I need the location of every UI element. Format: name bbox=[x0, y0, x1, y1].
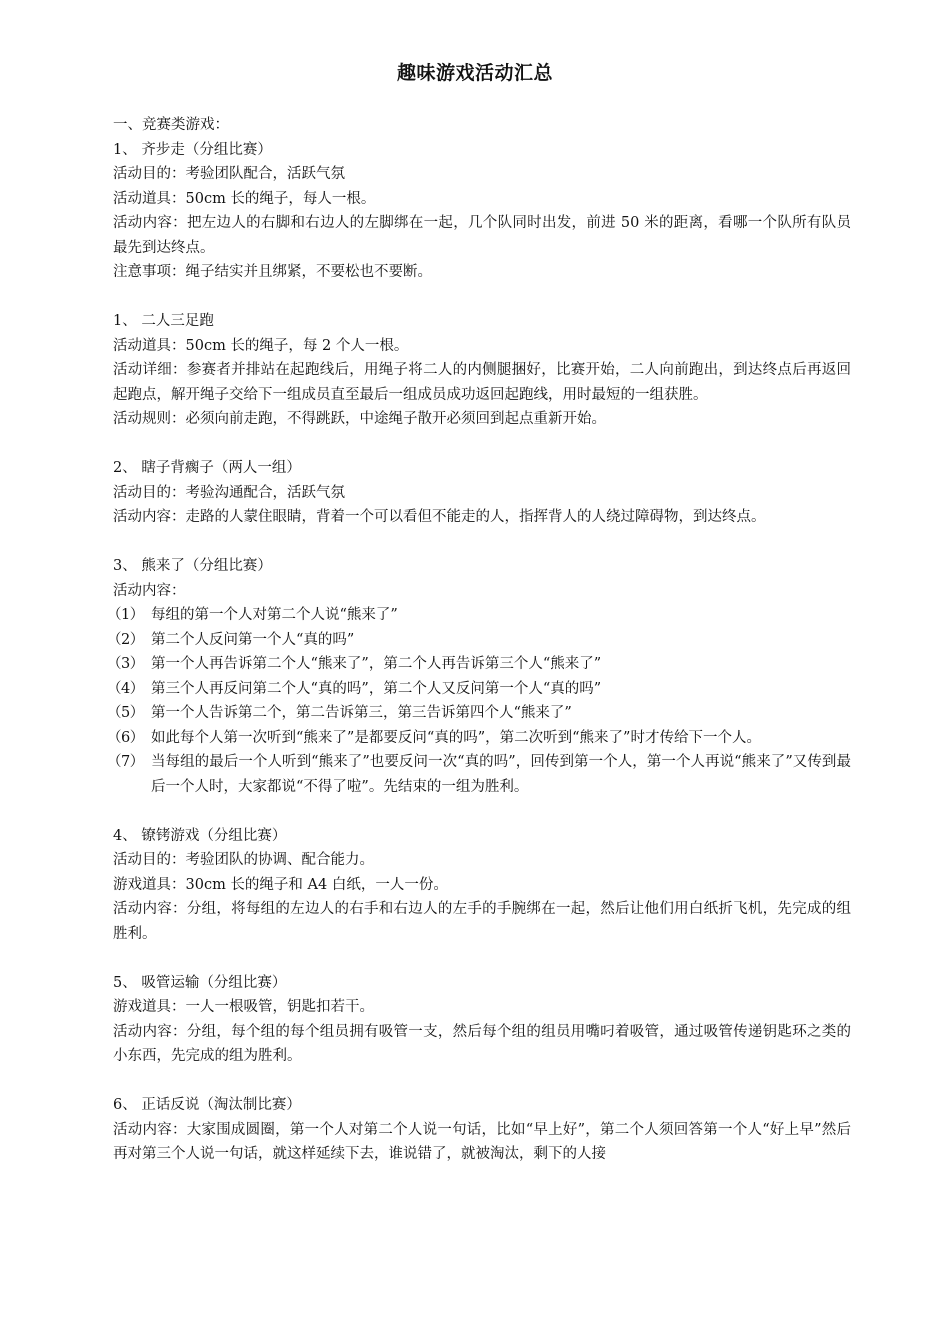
step-item bbox=[107, 726, 851, 751]
step-number: （5） bbox=[107, 705, 144, 721]
game-purpose: 活动目的：考验沟通配合，活跃气氛 bbox=[113, 484, 345, 501]
section-heading: 一、竞赛类游戏： bbox=[113, 117, 229, 133]
game-purpose: 活动目的：考验团队配合，活跃气氛 bbox=[113, 166, 345, 182]
game-rules: 活动规则：必须向前走跑，不得跳跃，中途绳子散开必须回到起点重新开始。 bbox=[113, 411, 606, 427]
game-7 bbox=[113, 1093, 851, 1167]
game-props: 活动道具：50cm 长的绳子，每人一根。 bbox=[113, 190, 376, 207]
document-body bbox=[107, 113, 851, 1167]
step-number: （1） bbox=[107, 607, 144, 623]
game-content: 活动内容：走路的人蒙住眼睛，背着一个可以看但不能走的人，指挥背人的人绕过障碍物，到达终点。 bbox=[113, 509, 766, 525]
document-title: 趣味游戏活动汇总 bbox=[396, 62, 553, 84]
game-1 bbox=[113, 138, 851, 285]
step-text: 第二个人反问第一个人“真的吗” bbox=[151, 631, 355, 648]
game-props: 游戏道具：一人一根吸管，钥匙扣若干。 bbox=[113, 999, 374, 1015]
game-heading: 1、 二人三足跑 bbox=[113, 313, 214, 329]
step-text: 第一个人告诉第二个，第二告诉第三，第三告诉第四个人“熊来了” bbox=[151, 705, 572, 721]
step-number: （6） bbox=[107, 729, 144, 746]
step-item bbox=[107, 750, 851, 799]
step-item bbox=[107, 701, 851, 726]
game-notes: 注意事项：绳子结实并且绑紧，不要松也不要断。 bbox=[113, 264, 432, 280]
step-item bbox=[107, 652, 851, 677]
spacer bbox=[113, 1069, 851, 1094]
game-content: 活动内容：把左边人的右脚和右边人的左脚绑在一起，几个队同时出发，前进 50 米的距离，看哪一个队所有队员最先到达终点。 bbox=[113, 215, 851, 256]
step-number: （7） bbox=[107, 754, 144, 770]
game-2 bbox=[113, 309, 851, 432]
game-3 bbox=[113, 456, 851, 530]
spacer bbox=[113, 946, 851, 971]
game-props: 游戏道具：30cm 长的绳子和 A4 白纸，一人一份。 bbox=[113, 876, 448, 893]
step-number: （2） bbox=[107, 631, 144, 648]
step-item bbox=[107, 628, 851, 653]
step-item bbox=[107, 677, 851, 702]
spacer bbox=[113, 530, 851, 555]
spacer bbox=[113, 799, 851, 824]
game-heading: 3、 熊来了（分组比赛） bbox=[113, 558, 272, 574]
step-item bbox=[107, 603, 851, 628]
game-heading: 2、 瞎子背瘸子（两人一组） bbox=[113, 460, 301, 476]
step-text: 每组的第一个人对第二个人说“熊来了” bbox=[151, 607, 398, 623]
game-purpose: 活动目的：考验团队的协调、配合能力。 bbox=[113, 852, 374, 868]
game-6 bbox=[113, 971, 851, 1069]
step-text: 如此每个人第一次听到“熊来了”是都要反问“真的吗”，第二次听到“熊来了”时才传给下一个人。 bbox=[151, 729, 761, 746]
game-5 bbox=[113, 824, 851, 947]
game-heading: 5、 吸管运输（分组比赛） bbox=[113, 974, 287, 991]
game-content: 活动内容：大家围成圆圈，第一个人对第二个人说一句话，比如“早上好”，第二个人须回答第一个人“好上早”然后再对第三个人说一句话，就这样延续下去，谁说错了，就被淘汰，剩下的人接 bbox=[113, 1121, 851, 1162]
step-text: 第一个人再告诉第二个人“熊来了”，第二个人再告诉第三个人“熊来了” bbox=[151, 656, 602, 672]
game-content-label: 活动内容： bbox=[113, 582, 186, 599]
game-detail: 活动详细：参赛者并排站在起跑线后，用绳子将二人的内侧腿捆好，比赛开始，二人向前跑出，到达终点后再返回起跑点，解开绳子交给下一组成员直至最后一组成员成功返回起跑线，用时最短的一组获胜。 bbox=[113, 362, 851, 403]
game-heading: 1、 齐步走（分组比赛） bbox=[113, 141, 272, 158]
step-number: （3） bbox=[107, 656, 144, 672]
game-content: 活动内容：分组，将每组的左边人的右手和右边人的左手的手腕绑在一起，然后让他们用白纸折飞机，先完成的组胜利。 bbox=[113, 901, 851, 942]
game-heading: 6、 正话反说（淘汰制比赛） bbox=[113, 1097, 301, 1113]
spacer bbox=[113, 285, 851, 310]
game-4 bbox=[107, 554, 851, 799]
spacer bbox=[113, 432, 851, 457]
game-props: 活动道具：50cm 长的绳子，每 2 个人一根。 bbox=[113, 337, 409, 354]
step-text: 当每组的最后一个人听到“熊来了”也要反问一次“真的吗”，回传到第一个人，第一个人再说“熊来了”又传到最后一个人时，大家都说“不得了啦”。先结束的一组为胜利。 bbox=[151, 754, 851, 795]
game-content: 活动内容：分组，每个组的每个组员拥有吸管一支，然后每个组的组员用嘴叼着吸管，通过吸管传递钥匙环之类的小东西，先完成的组为胜利。 bbox=[113, 1023, 851, 1064]
step-number: （4） bbox=[107, 680, 144, 697]
step-text: 第三个人再反问第二个人“真的吗”，第二个人又反问第一个人“真的吗” bbox=[151, 680, 602, 697]
game-heading: 4、 镣铐游戏（分组比赛） bbox=[113, 827, 287, 844]
